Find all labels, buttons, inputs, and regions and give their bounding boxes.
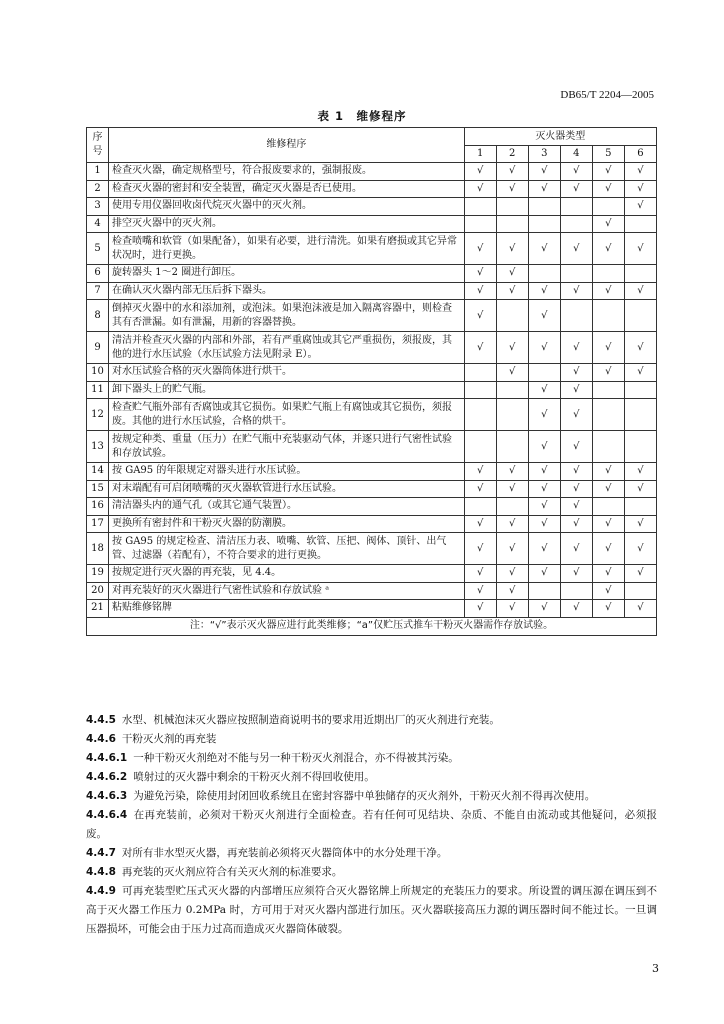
check-mark: √	[624, 332, 656, 364]
check-mark: √	[592, 364, 624, 382]
check-mark	[592, 431, 624, 463]
check-mark	[464, 198, 496, 216]
check-mark	[560, 265, 592, 283]
check-mark: √	[496, 233, 528, 265]
check-mark: √	[496, 364, 528, 382]
check-mark: √	[560, 463, 592, 481]
check-mark: √	[560, 163, 592, 181]
check-mark: √	[592, 533, 624, 565]
check-mark	[496, 431, 528, 463]
procedure-text: 按规定进行灭火器的再充装，见 4.4。	[109, 565, 465, 583]
check-mark: √	[592, 180, 624, 198]
check-mark: √	[496, 332, 528, 364]
type-number: 5	[592, 146, 624, 163]
procedure-text: 按 GA95 的规定检查、清洁压力表、喷嘴、软管、压把、阀体、顶针、出气管、过滤器（若配有），不符合要求的进行更换。	[109, 533, 465, 565]
check-mark: √	[592, 463, 624, 481]
check-mark: √	[624, 198, 656, 216]
table-row	[87, 431, 657, 463]
row-number: 20	[87, 582, 109, 600]
procedure-text: 在确认灭火器内部无压后拆下器头。	[109, 282, 465, 300]
check-mark	[496, 198, 528, 216]
row-number: 14	[87, 463, 109, 481]
check-mark	[496, 381, 528, 399]
type-number: 6	[624, 146, 656, 163]
check-mark: √	[560, 381, 592, 399]
table-row	[87, 515, 657, 533]
procedure-text: 清洁并检查灭火器的内部和外部，若有严重腐蚀或其它严重损伤，须报废，其他的进行水压试验（水压试验方法见附录 E）。	[109, 332, 465, 364]
check-mark: √	[528, 233, 560, 265]
table-row	[87, 582, 657, 600]
check-mark: √	[464, 163, 496, 181]
check-mark	[496, 498, 528, 516]
check-mark: √	[624, 463, 656, 481]
check-mark	[624, 399, 656, 431]
check-mark: √	[592, 282, 624, 300]
check-mark: √	[528, 300, 560, 332]
table-row	[87, 332, 657, 364]
check-mark: √	[464, 600, 496, 618]
check-mark: √	[464, 463, 496, 481]
table-row	[87, 565, 657, 583]
clause-number: 4.4.7	[86, 847, 116, 859]
procedure-text: 检查喷嘴和软管（如果配备），如果有必要，进行清洗。如果有磨损或其它异常状况时，进行更换。	[109, 233, 465, 265]
check-mark: √	[464, 582, 496, 600]
row-number: 11	[87, 381, 109, 399]
page-number: 3	[652, 962, 659, 975]
check-mark: √	[592, 480, 624, 498]
row-number: 19	[87, 565, 109, 583]
procedure-text: 检查贮气瓶外部有否腐蚀或其它损伤。如果贮气瓶上有腐蚀或其它损伤，须报废。其他的进行水压试验，合格的烘干。	[109, 399, 465, 431]
check-mark: √	[560, 282, 592, 300]
check-mark	[560, 198, 592, 216]
check-mark: √	[624, 364, 656, 382]
table-row	[87, 498, 657, 516]
procedure-text: 按 GA95 的年限规定对器头进行水压试验。	[109, 463, 465, 481]
row-number: 8	[87, 300, 109, 332]
procedure-text: 卸下器头上的贮气瓶。	[109, 381, 465, 399]
table-row	[87, 215, 657, 233]
clause-number: 4.4.8	[86, 866, 116, 878]
check-mark: √	[464, 515, 496, 533]
row-number: 2	[87, 180, 109, 198]
check-mark: √	[528, 332, 560, 364]
check-mark	[592, 498, 624, 516]
row-number: 1	[87, 163, 109, 181]
check-mark: √	[560, 332, 592, 364]
check-mark: √	[496, 533, 528, 565]
check-mark: √	[528, 498, 560, 516]
table-title: 表 1 维修程序	[317, 109, 407, 123]
check-mark	[496, 399, 528, 431]
check-mark: √	[496, 463, 528, 481]
clause-paragraph	[86, 882, 657, 939]
row-number: 16	[87, 498, 109, 516]
check-mark	[624, 431, 656, 463]
check-mark: √	[464, 300, 496, 332]
procedure-text: 对再充装好的灭火器进行气密性试验和存放试验 ᵃ	[109, 582, 465, 600]
type-number: 1	[464, 146, 496, 163]
clause-text: 对所有非水型灭火器，再充装前必须将灭火器筒体中的水分处理干净。	[121, 847, 448, 859]
check-mark: √	[528, 480, 560, 498]
check-mark: √	[496, 515, 528, 533]
check-mark: √	[464, 233, 496, 265]
clause-paragraph	[86, 768, 657, 787]
check-mark: √	[496, 265, 528, 283]
table-row	[87, 480, 657, 498]
procedure-text: 粘贴维修铭牌	[109, 600, 465, 618]
check-mark: √	[464, 332, 496, 364]
clause-paragraphs	[86, 711, 657, 939]
check-mark: √	[560, 480, 592, 498]
table-row	[87, 265, 657, 283]
check-mark: √	[528, 431, 560, 463]
row-number: 17	[87, 515, 109, 533]
check-mark	[624, 498, 656, 516]
check-mark: √	[496, 582, 528, 600]
check-mark: √	[560, 498, 592, 516]
clause-number: 4.4.9	[86, 885, 116, 897]
check-mark	[496, 300, 528, 332]
procedure-text: 倒掉灭火器中的水和添加剂，或泡沫。如果泡沫液是加入隔离容器中，则检查其有否泄漏。如有泄漏，用新的容器替换。	[109, 300, 465, 332]
check-mark: √	[464, 265, 496, 283]
clause-paragraph	[86, 787, 657, 806]
check-mark	[528, 582, 560, 600]
check-mark: √	[560, 399, 592, 431]
check-mark	[592, 381, 624, 399]
check-mark: √	[624, 533, 656, 565]
clause-number: 4.4.5	[86, 714, 116, 726]
check-mark: √	[528, 381, 560, 399]
seq-header: 序号	[87, 128, 109, 163]
procedure-text: 更换所有密封件和干粉灭火器的防潮膜。	[109, 515, 465, 533]
check-mark: √	[528, 463, 560, 481]
maintenance-procedure-table	[86, 127, 657, 636]
row-number: 3	[87, 198, 109, 216]
row-number: 15	[87, 480, 109, 498]
check-mark: √	[528, 282, 560, 300]
clause-text: 水型、机械泡沫灭火器应按照制造商说明书的要求用近期出厂的灭火剂进行充装。	[121, 714, 500, 726]
type-number: 3	[528, 146, 560, 163]
check-mark: √	[624, 565, 656, 583]
check-mark: √	[592, 163, 624, 181]
check-mark: √	[496, 163, 528, 181]
check-mark	[496, 215, 528, 233]
check-mark: √	[592, 332, 624, 364]
check-mark	[560, 582, 592, 600]
check-mark: √	[528, 565, 560, 583]
check-mark: √	[464, 180, 496, 198]
procedure-text: 对水压试验合格的灭火器筒体进行烘干。	[109, 364, 465, 382]
check-mark: √	[592, 582, 624, 600]
table-row	[87, 533, 657, 565]
check-mark: √	[528, 533, 560, 565]
table-row	[87, 381, 657, 399]
check-mark: √	[592, 515, 624, 533]
table-row	[87, 198, 657, 216]
check-mark: √	[464, 282, 496, 300]
clause-number: 4.4.6.4	[86, 809, 128, 821]
check-mark: √	[560, 533, 592, 565]
check-mark	[592, 198, 624, 216]
check-mark: √	[560, 180, 592, 198]
table-row	[87, 300, 657, 332]
clause-text: 一种干粉灭火剂绝对不能与另一种干粉灭火剂混合，亦不得被其污染。	[133, 752, 459, 764]
row-number: 7	[87, 282, 109, 300]
check-mark: √	[624, 163, 656, 181]
check-mark: √	[464, 480, 496, 498]
check-mark: √	[496, 180, 528, 198]
check-mark	[464, 364, 496, 382]
clause-paragraph	[86, 844, 657, 863]
row-number: 4	[87, 215, 109, 233]
check-mark: √	[624, 600, 656, 618]
check-mark	[624, 381, 656, 399]
table-row	[87, 463, 657, 481]
clause-text: 喷射过的灭火器中剩余的干粉灭火剂不得回收使用。	[133, 771, 375, 783]
procedure-header: 维修程序	[109, 128, 465, 163]
check-mark	[592, 399, 624, 431]
check-mark	[528, 215, 560, 233]
check-mark: √	[624, 180, 656, 198]
table-row	[87, 163, 657, 181]
clause-paragraph	[86, 711, 657, 730]
clause-number: 4.4.6.3	[86, 790, 128, 802]
check-mark: √	[624, 233, 656, 265]
type-number: 4	[560, 146, 592, 163]
check-mark	[624, 215, 656, 233]
check-mark: √	[464, 565, 496, 583]
check-mark	[464, 215, 496, 233]
row-number: 18	[87, 533, 109, 565]
table-row	[87, 282, 657, 300]
check-mark	[560, 300, 592, 332]
check-mark: √	[592, 565, 624, 583]
clause-text: 为避免污染，除使用封闭回收系统且在密封容器中单独储存的灭火剂外，干粉灭火剂不得再次使用。	[133, 790, 596, 802]
check-mark: √	[624, 480, 656, 498]
table-row	[87, 233, 657, 265]
row-number: 6	[87, 265, 109, 283]
check-mark: √	[528, 600, 560, 618]
procedure-text: 检查灭火器的密封和安全装置，确定灭火器是否已使用。	[109, 180, 465, 198]
clause-number: 4.4.6.1	[86, 752, 128, 764]
row-number: 21	[87, 600, 109, 618]
check-mark: √	[560, 431, 592, 463]
check-mark: √	[560, 233, 592, 265]
check-mark	[624, 300, 656, 332]
check-mark: √	[592, 215, 624, 233]
check-mark: √	[496, 480, 528, 498]
row-number: 5	[87, 233, 109, 265]
clause-paragraph	[86, 730, 657, 749]
check-mark	[592, 300, 624, 332]
procedure-text: 对末端配有可启闭喷嘴的灭火器软管进行水压试验。	[109, 480, 465, 498]
check-mark	[560, 215, 592, 233]
check-mark	[464, 498, 496, 516]
types-header: 灭火器类型	[464, 128, 656, 146]
clause-paragraph	[86, 749, 657, 768]
clause-number: 4.4.6	[86, 733, 116, 745]
check-mark: √	[560, 565, 592, 583]
table-note: 注：“√”表示灭火器应进行此类维修；“a”仅贮压式推车干粉灭火器需作存放试验。	[87, 617, 657, 635]
procedure-text: 检查灭火器，确定规格型号，符合报废要求的，强制报废。	[109, 163, 465, 181]
clause-paragraph	[86, 806, 657, 844]
clause-text: 再充装的灭火剂应符合有关灭火剂的标准要求。	[121, 866, 343, 878]
table-row	[87, 600, 657, 618]
check-mark: √	[496, 282, 528, 300]
check-mark: √	[624, 515, 656, 533]
document-code: DB65/T 2204—2005	[560, 89, 654, 101]
check-mark: √	[560, 515, 592, 533]
check-mark	[464, 381, 496, 399]
check-mark: √	[528, 515, 560, 533]
check-mark	[528, 265, 560, 283]
check-mark	[528, 364, 560, 382]
table-row	[87, 364, 657, 382]
table-row	[87, 180, 657, 198]
procedure-text: 旋转器头 1～2 圈进行卸压。	[109, 265, 465, 283]
check-mark	[464, 431, 496, 463]
check-mark: √	[496, 600, 528, 618]
row-number: 12	[87, 399, 109, 431]
row-number: 13	[87, 431, 109, 463]
clause-text: 在再充装前，必须对干粉灭火剂进行全面检查。若有任何可见结块、杂质、不能自由流动或其他疑问，必须报废。	[86, 809, 657, 840]
check-mark: √	[464, 533, 496, 565]
type-number: 2	[496, 146, 528, 163]
check-mark: √	[624, 282, 656, 300]
check-mark	[528, 198, 560, 216]
check-mark	[624, 265, 656, 283]
check-mark: √	[592, 233, 624, 265]
clause-text: 干粉灭火剂的再充装	[121, 733, 217, 745]
check-mark: √	[496, 565, 528, 583]
check-mark: √	[528, 180, 560, 198]
clause-paragraph	[86, 863, 657, 882]
procedure-text: 清洁器头内的通气孔（或其它通气装置）。	[109, 498, 465, 516]
clause-number: 4.4.6.2	[86, 771, 128, 783]
procedure-text: 排空灭火器中的灭火剂。	[109, 215, 465, 233]
procedure-text: 按规定种类、重量（压力）在贮气瓶中充装驱动气体，并逐只进行气密性试验和存放试验。	[109, 431, 465, 463]
procedure-text: 使用专用仪器回收卤代烷灭火器中的灭火剂。	[109, 198, 465, 216]
row-number: 10	[87, 364, 109, 382]
check-mark: √	[592, 600, 624, 618]
check-mark: √	[528, 163, 560, 181]
check-mark	[592, 265, 624, 283]
row-number: 9	[87, 332, 109, 364]
check-mark: √	[528, 399, 560, 431]
check-mark	[624, 582, 656, 600]
check-mark: √	[560, 600, 592, 618]
table-row	[87, 399, 657, 431]
check-mark: √	[560, 364, 592, 382]
clause-text: 可再充装型贮压式灭火器的内部增压应须符合灭火器铭牌上所规定的充装压力的要求。所设置的调压源在调压到不高于灭火器工作压力 0.2MPa 时，方可用于对灭火器内部进行加压。灭火器联接高压力源的调压器时间不能过长。一旦调压器损坏，可能会由于压力过高而造成灭火器筒体破裂。	[86, 885, 657, 935]
check-mark	[464, 399, 496, 431]
